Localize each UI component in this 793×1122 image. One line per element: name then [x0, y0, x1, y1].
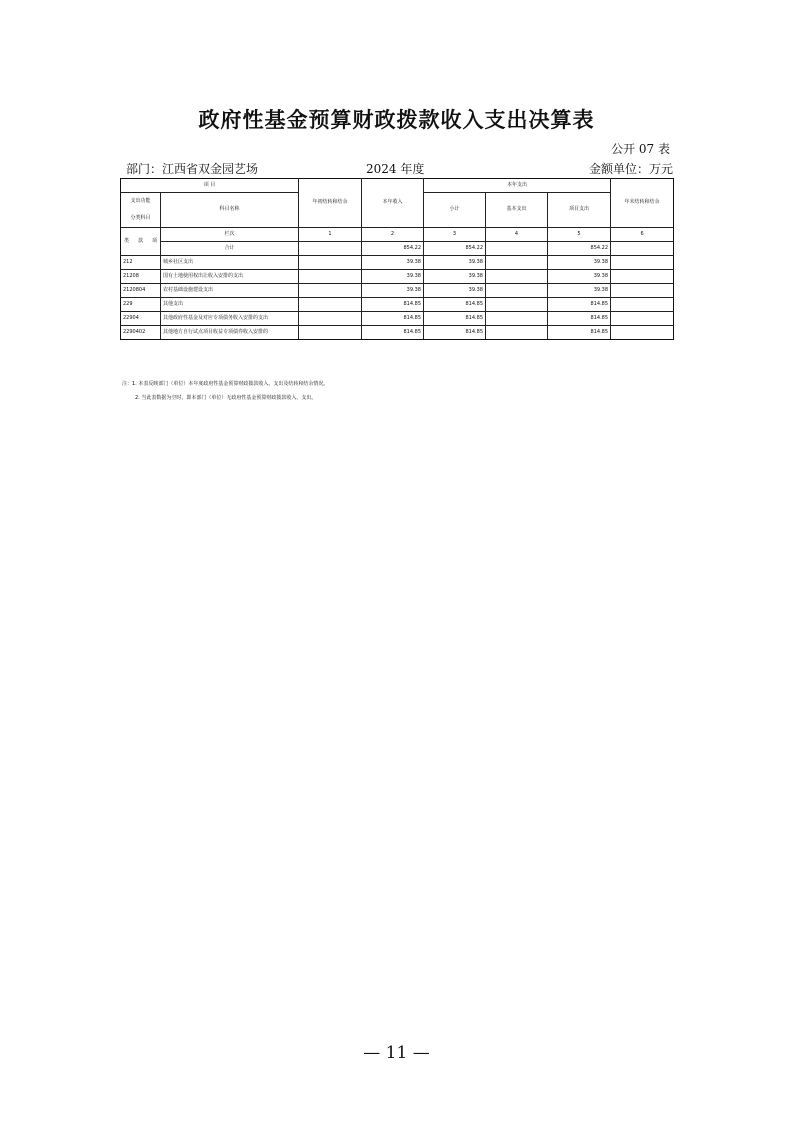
page-title: 政府性基金预算财政拨款收入支出决算表	[198, 107, 595, 132]
header-function-line1: 支出功能	[130, 198, 151, 204]
table-row	[121, 298, 674, 312]
row-basic	[486, 284, 548, 298]
column-number: 3	[424, 228, 486, 242]
total-income: 854.22	[362, 242, 424, 256]
total-row	[121, 242, 674, 256]
column-number: 1	[299, 228, 362, 242]
amount-unit: 金额单位：万元	[588, 162, 673, 176]
header-row-1	[121, 179, 674, 193]
column-label: 栏次	[161, 228, 299, 242]
row-opening	[299, 312, 362, 326]
table-row	[121, 312, 674, 326]
column-number: 6	[611, 228, 674, 242]
row-name: 农村基础设施建设支出	[161, 284, 299, 298]
row-name: 其他地方自行试点项目收益专项债券收入安排的	[161, 326, 299, 340]
header-expenditure: 本年支出	[424, 179, 611, 193]
row-income: 814.85	[362, 298, 424, 312]
row-subtotal: 814.85	[424, 312, 486, 326]
row-project: 814.85	[548, 326, 611, 340]
table-row	[121, 284, 674, 298]
row-project: 39.38	[548, 270, 611, 284]
row-closing	[611, 312, 674, 326]
header-subtotal: 小计	[424, 193, 486, 228]
level-item: 款	[137, 237, 143, 244]
row-code: 2290402	[121, 326, 161, 340]
form-number: 公开 07 表	[611, 142, 670, 156]
table-row	[121, 256, 674, 270]
table-row	[121, 326, 674, 340]
row-code: 2120804	[121, 284, 161, 298]
department-label: 部门：江西省双金园艺场	[126, 162, 259, 176]
row-name: 城乡社区支出	[161, 256, 299, 270]
row-subtotal: 814.85	[424, 298, 486, 312]
row-code: 229	[121, 298, 161, 312]
column-number: 2	[362, 228, 424, 242]
row-basic	[486, 270, 548, 284]
row-closing	[611, 326, 674, 340]
row-basic	[486, 326, 548, 340]
column-number-row	[121, 228, 674, 242]
row-closing	[611, 284, 674, 298]
total-basic	[486, 242, 548, 256]
row-basic	[486, 312, 548, 326]
header-project: 项 目	[121, 179, 299, 193]
row-income: 39.38	[362, 270, 424, 284]
row-subtotal: 39.38	[424, 256, 486, 270]
header-subject-name: 科目名称	[161, 193, 299, 228]
row-project: 814.85	[548, 312, 611, 326]
total-opening	[299, 242, 362, 256]
header-project-expenditure: 项目支出	[548, 193, 611, 228]
row-closing	[611, 270, 674, 284]
total-project: 854.22	[548, 242, 611, 256]
level-class: 类	[124, 237, 130, 244]
page-number: — 11 —	[363, 1043, 430, 1063]
row-subtotal: 39.38	[424, 270, 486, 284]
row-name: 其他支出	[161, 298, 299, 312]
row-basic	[486, 298, 548, 312]
row-closing	[611, 298, 674, 312]
fiscal-year: 2024 年度	[366, 162, 425, 176]
row-project: 39.38	[548, 256, 611, 270]
total-subtotal: 854.22	[424, 242, 486, 256]
row-closing	[611, 256, 674, 270]
row-code: 212	[121, 256, 161, 270]
row-name: 国有土地使用权出让收入安排的支出	[161, 270, 299, 284]
column-number: 5	[548, 228, 611, 242]
row-opening	[299, 270, 362, 284]
table-notes	[122, 377, 328, 405]
row-code: 21208	[121, 270, 161, 284]
meta-line	[122, 160, 673, 178]
total-label: 合计	[161, 242, 299, 256]
total-closing	[611, 242, 674, 256]
row-income: 39.38	[362, 256, 424, 270]
header-basic-expenditure: 基本支出	[486, 193, 548, 228]
row-opening	[299, 284, 362, 298]
row-income: 39.38	[362, 284, 424, 298]
row-opening	[299, 326, 362, 340]
table-row	[121, 270, 674, 284]
header-closing-balance: 年末结转和结余	[611, 179, 674, 228]
row-opening	[299, 298, 362, 312]
row-opening	[299, 256, 362, 270]
level-labels	[121, 228, 161, 256]
row-basic	[486, 256, 548, 270]
note-1: 注：1. 本表反映部门（单位）本年度政府性基金预算财政拨款收入、支出及结转和结余情况。	[122, 381, 329, 387]
note-2: 2. 当此表数据为空时，即本部门（单位）无政府性基金预算财政拨款收入、支出。	[135, 395, 317, 401]
header-income: 本年收入	[362, 179, 424, 228]
row-code: 22904	[121, 312, 161, 326]
row-income: 814.85	[362, 312, 424, 326]
level-sub: 项	[151, 237, 157, 244]
header-function-class	[121, 193, 161, 228]
row-subtotal: 39.38	[424, 284, 486, 298]
row-name: 其他政府性基金及对应专项债务收入安排的支出	[161, 312, 299, 326]
row-project: 814.85	[548, 298, 611, 312]
header-opening-balance: 年初结转和结余	[299, 179, 362, 228]
row-project: 39.38	[548, 284, 611, 298]
column-number: 4	[486, 228, 548, 242]
row-income: 814.85	[362, 326, 424, 340]
row-subtotal: 814.85	[424, 326, 486, 340]
budget-table	[120, 178, 674, 340]
header-function-line2: 分类科目	[130, 215, 151, 221]
